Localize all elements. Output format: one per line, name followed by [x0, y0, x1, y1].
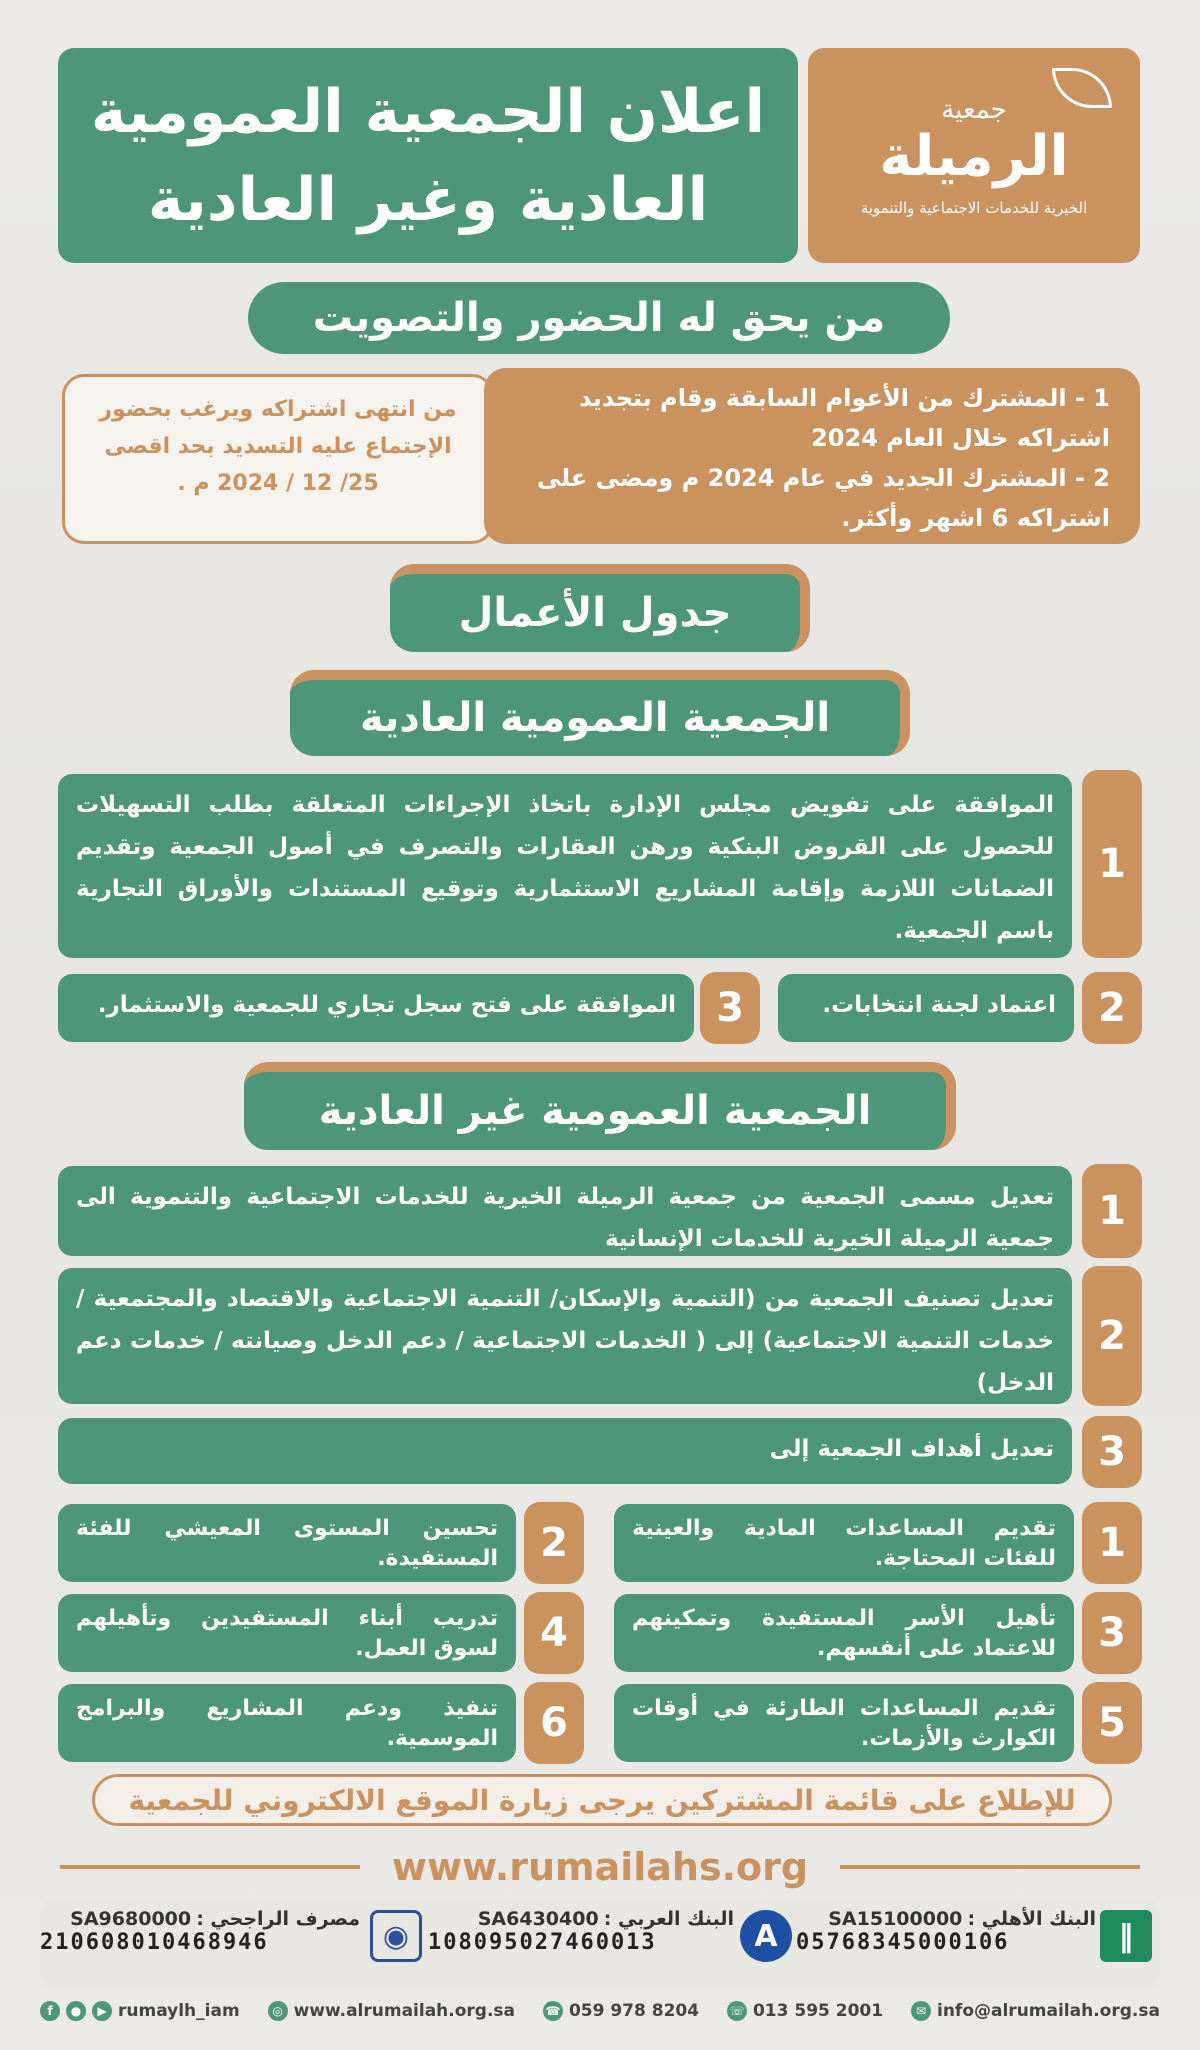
social-handle-text: rumaylh_iam: [118, 2001, 240, 2021]
ordinary-item: الموافقة على تفويض مجلس الإدارة باتخاذ الإجراءات المتعلقة بطلب التسهيلات للحصول على القروض البنكية ورهن العقارات والتصرف في أصول الجمعية وتقديم الضمانات اللازمة وإقامة المشاريع الاستثمارية وتوقيع المستندات والأوراق التجارية باسم الجمعية.: [58, 774, 1072, 958]
social-handle[interactable]: [40, 2001, 240, 2021]
logo-tagline: الخيرية للخدمات الاجتماعية والتنموية: [860, 198, 1088, 217]
alrajhi-bank-icon: ◉: [370, 1910, 422, 1962]
phone-contact[interactable]: [727, 2001, 883, 2021]
page-title: [58, 48, 798, 263]
goal-item: تحسين المستوى المعيشي للفئة المستفيدة.: [58, 1504, 516, 1582]
divider: [60, 1865, 360, 1869]
bank-account-number: 108095027460013: [428, 1930, 657, 1955]
logo-name: الرميلة: [879, 123, 1069, 189]
bank-snb: [796, 1908, 1096, 1982]
goal-number: 3: [1082, 1592, 1142, 1674]
snb-bank-icon: ‖: [1100, 1910, 1152, 1962]
social-icon: ●: [66, 2001, 86, 2021]
bank-iban: SA6430400: [477, 1908, 599, 1930]
divider: [840, 1865, 1140, 1869]
goal-item: تأهيل الأسر المستفيدة وتمكينهم للاعتماد على أنفسهم.: [614, 1594, 1074, 1672]
eligibility-item: 1 - المشترك من الأعوام السابقة وقام بتجديد اشتراكه خلال العام 2024: [578, 384, 1110, 452]
extraordinary-item: تعديل مسمى الجمعية من جمعية الرميلة الخيرية للخدمات الاجتماعية والتنموية الى جمعية الرميلة الخيرية للخدمات الإنسانية: [58, 1166, 1072, 1256]
bank-name: مصرف الراجحي :: [196, 1908, 360, 1930]
whatsapp-icon: ☎: [543, 2001, 563, 2021]
whatsapp-contact[interactable]: [543, 2001, 699, 2021]
ordinary-heading: الجمعية العمومية العادية: [290, 670, 910, 756]
phone-text: 013 595 2001: [752, 2001, 884, 2021]
bank-alrajhi: [40, 1908, 360, 1982]
email-contact[interactable]: [911, 2001, 1160, 2021]
website-link[interactable]: www.rumailahs.org: [391, 1845, 809, 1889]
bank-accounts: [40, 1900, 1160, 1988]
email-icon: ✉: [911, 2001, 931, 2021]
extraordinary-item-number: 1: [1082, 1164, 1142, 1258]
goal-item: تقديم المساعدات الطارئة في أوقات الكوارث والأزمات.: [614, 1684, 1074, 1762]
goal-number: 5: [1082, 1682, 1142, 1764]
whatsapp-text: 059 978 8204: [568, 2001, 700, 2021]
ordinary-item-number: 2: [1082, 972, 1142, 1044]
bank-iban: SA15100000: [828, 1908, 963, 1930]
globe-icon: ◎: [268, 2001, 288, 2021]
goal-number: 6: [524, 1682, 584, 1764]
late-renewal-note: من انتهى اشتراكه ويرغب بحضور الإجتماع عليه التسديد بحد اقصى 25/ 12 / 2024 م .: [62, 374, 494, 544]
extraordinary-item-number: 3: [1082, 1416, 1142, 1488]
social-icon: f: [40, 2001, 60, 2021]
title-line-2: العادية وغير العادية: [147, 164, 709, 235]
eligibility-list: [484, 368, 1140, 544]
social-icon: ▶: [92, 2001, 112, 2021]
goal-item: تقديم المساعدات المادية والعينية للفئات المحتاجة.: [614, 1504, 1074, 1582]
logo-panel: [808, 48, 1140, 263]
bank-name: البنك الأهلي :: [967, 1908, 1096, 1930]
bank-account-number: 05768345000106: [796, 1930, 1010, 1955]
extraordinary-item: تعديل أهداف الجمعية إلى: [58, 1418, 1072, 1484]
logo-prefix: جمعية: [941, 94, 1007, 125]
goal-number: 1: [1082, 1502, 1142, 1584]
ordinary-item-number: 1: [1082, 770, 1142, 958]
phone-icon: ☏: [727, 2001, 747, 2021]
goal-number: 2: [524, 1502, 584, 1584]
email-text: info@alrumailah.org.sa: [937, 2001, 1160, 2021]
extraordinary-heading: الجمعية العمومية غير العادية: [244, 1062, 956, 1150]
subscribers-notice: للإطلاع على قائمة المشتركين يرجى زيارة الموقع الالكتروني للجمعية: [92, 1774, 1112, 1826]
goal-number: 4: [524, 1592, 584, 1674]
ordinary-item-number: 3: [700, 972, 760, 1044]
extraordinary-item: تعديل تصنيف الجمعية من (التنمية والإسكان/ التنمية الاجتماعية والاقتصاد والمجتمعية / خدمات التنمية الاجتماعية) إلى ( الخدمات الاجتماعية / دعم الدخل وصيانته / خدمات دعم الدخل): [58, 1268, 1072, 1404]
eligibility-heading: من يحق له الحضور والتصويت: [248, 282, 950, 354]
bank-iban: SA9680000: [70, 1908, 192, 1930]
ordinary-item: اعتماد لجنة انتخابات.: [778, 974, 1074, 1042]
goal-item: تنفيذ ودعم المشاريع والبرامج الموسمية.: [58, 1684, 516, 1762]
title-line-1: اعلان الجمعية العمومية: [90, 76, 766, 147]
agenda-heading: جدول الأعمال: [390, 564, 810, 652]
bank-arab: [428, 1908, 734, 1982]
bank-account-number: 210608010468946: [40, 1930, 269, 1955]
goal-item: تدريب أبناء المستفيدين وتأهيلهم لسوق العمل.: [58, 1594, 516, 1672]
leaf-icon: [1052, 68, 1112, 108]
arab-bank-icon: A: [740, 1910, 792, 1962]
site-contact[interactable]: [268, 2001, 515, 2021]
ordinary-item: الموافقة على فتح سجل تجاري للجمعية والاستثمار.: [58, 974, 694, 1042]
extraordinary-item-number: 2: [1082, 1266, 1142, 1406]
site-text: www.alrumailah.org.sa: [293, 2001, 516, 2021]
contact-bar: [40, 1996, 1160, 2026]
eligibility-item: 2 - المشترك الجديد في عام 2024 م ومضى على اشتراكه 6 اشهر وأكثر.: [536, 464, 1110, 532]
bank-name: البنك العربي :: [603, 1908, 734, 1930]
